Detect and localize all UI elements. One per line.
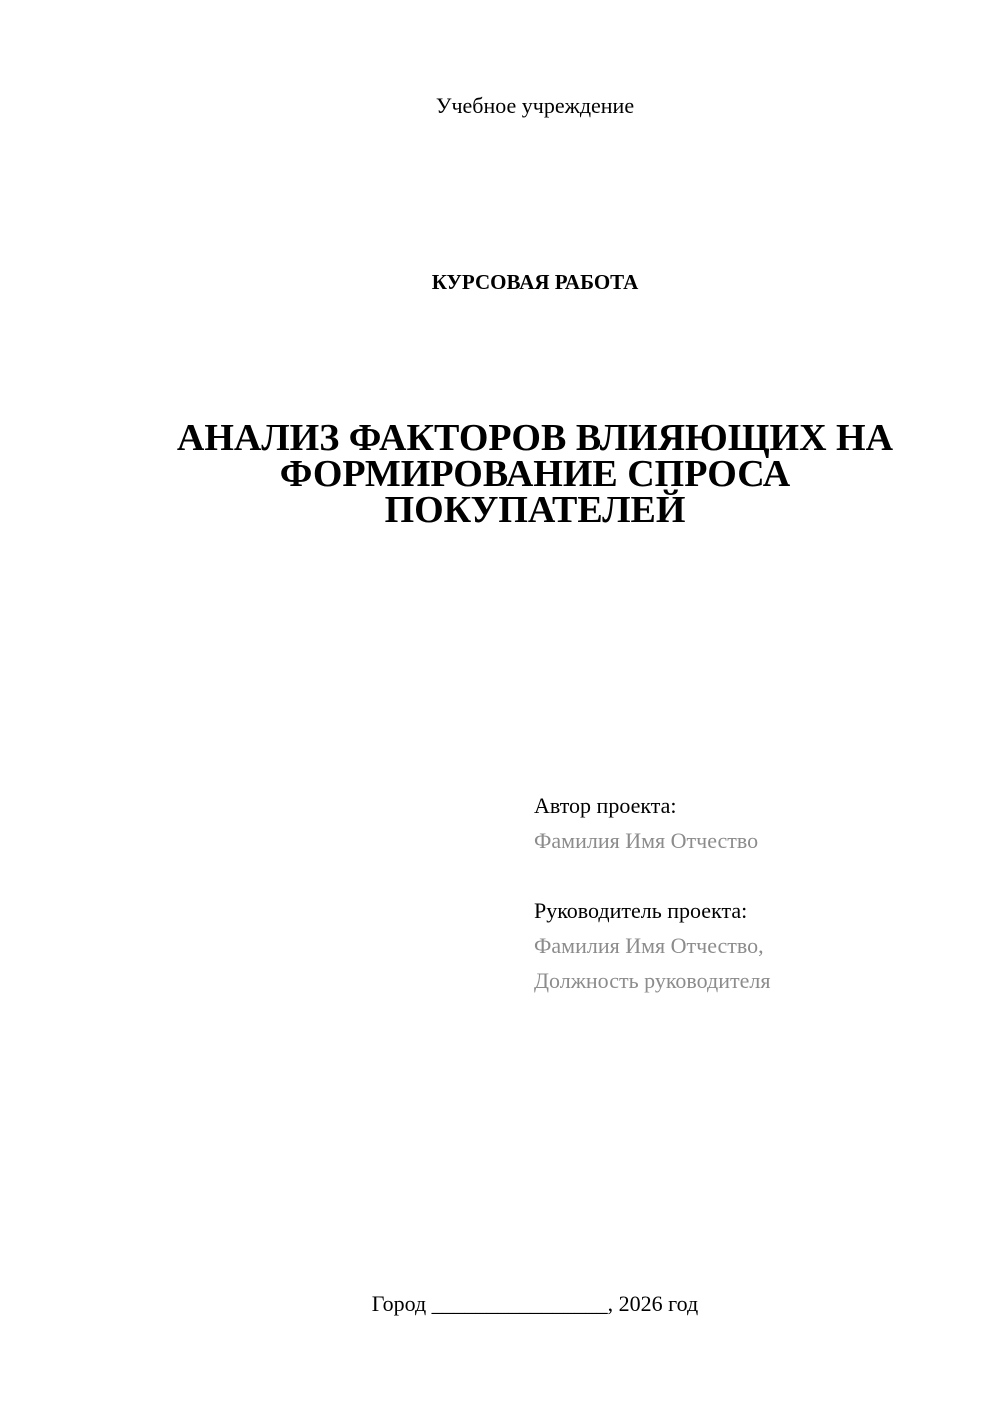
title-line-1: АНАЛИЗ ФАКТОРОВ ВЛИЯЮЩИХ НА: [176, 417, 894, 459]
title-line-3: ПОКУПАТЕЛЕЙ: [384, 489, 686, 531]
work-type-heading: КУРСОВАЯ РАБОТА: [431, 270, 639, 294]
supervisor-label: Руководитель проекта:: [534, 898, 748, 923]
institution-name: Учебное учреждение: [435, 93, 635, 118]
author-label: Автор проекта:: [534, 793, 677, 818]
authorship-block: [534, 788, 974, 998]
city-year-line: Город ________________, 2026 год: [371, 1291, 699, 1316]
supervisor-name: Фамилия Имя Отчество,: [534, 933, 764, 958]
supervisor-position: Должность руководителя: [534, 968, 771, 993]
document-title: [130, 417, 940, 531]
spacer: [534, 858, 974, 893]
title-line-2: ФОРМИРОВАНИЕ СПРОСА: [279, 453, 791, 495]
author-name: Фамилия Имя Отчество: [534, 828, 759, 853]
